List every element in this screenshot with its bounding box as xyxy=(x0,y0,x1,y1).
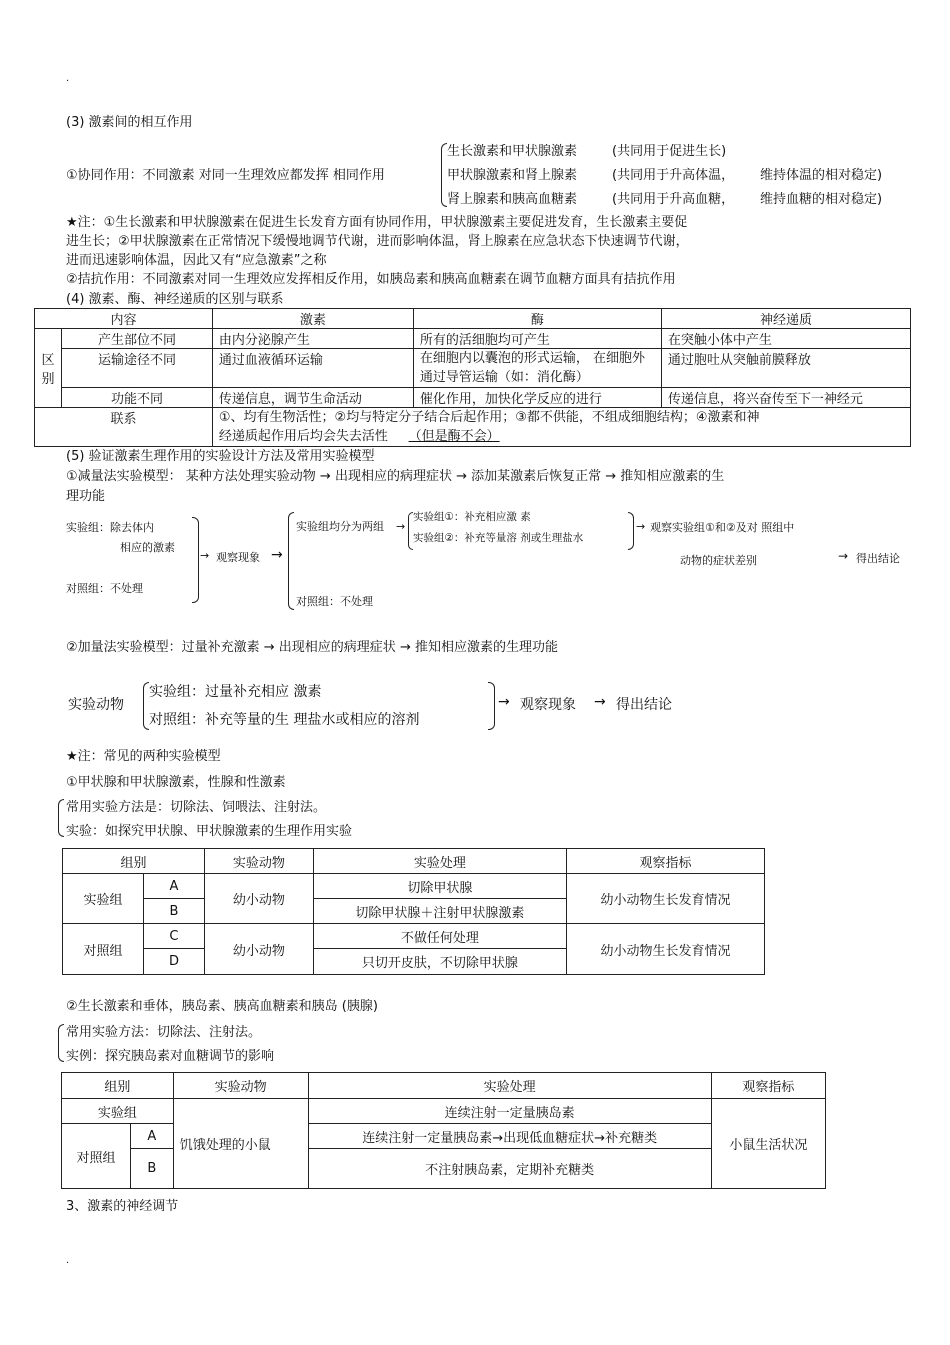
d1-arrow-1: → xyxy=(200,549,210,562)
insulin-experiment-table xyxy=(61,1072,826,1189)
note-line-3: 进而迅速影响体温，因此又有“应急激素”之称 xyxy=(66,253,327,268)
model-2-exp: 实例：探究胰岛素对血糖调节的影响 xyxy=(66,1049,275,1064)
t1-ctrl-group: 对照组 xyxy=(63,924,144,975)
d1-group-2: 实验组②：补充等量溶 剂或生理盐水 xyxy=(413,532,584,544)
d1-exp-b: 相应的激素 xyxy=(120,541,175,554)
d2-brace-right xyxy=(488,682,495,730)
t2-id: A xyxy=(131,1124,174,1149)
model-1-brace xyxy=(58,799,64,837)
t1-treat: 不做任何处理 xyxy=(313,924,566,949)
d2-exp: 实验组：过量补充相应 激素 xyxy=(149,684,322,700)
d2-arrow-2: → xyxy=(594,694,606,710)
t1-treat: 切除甲状腺 xyxy=(313,874,566,899)
t2-index: 小鼠生活状况 xyxy=(711,1099,825,1189)
d1-ctrl: 对照组：不处理 xyxy=(66,582,143,595)
t2-col-index: 观察指标 xyxy=(711,1073,825,1099)
t1-col-treat: 实验处理 xyxy=(313,849,566,874)
d1-brace-1 xyxy=(192,517,199,603)
synergy-item-1-note: (共同用于促进生长) xyxy=(612,144,727,159)
table-cell: 由内分泌腺产生 xyxy=(212,329,413,349)
synergy-item-2-note: (共同用于升高体温， xyxy=(612,168,735,183)
link-cell xyxy=(212,408,910,447)
t1-id: B xyxy=(144,899,205,924)
models-note: ★注：常见的两种实验模型 xyxy=(66,749,221,764)
d2-conclude: 得出结论 xyxy=(616,697,672,713)
model-2-brace xyxy=(58,1024,64,1062)
d2-ctrl: 对照组：补充等量的生 理盐水或相应的溶剂 xyxy=(149,712,420,728)
col-neurotransmitter: 神经递质 xyxy=(661,309,910,329)
t2-ctrl-group: 对照组 xyxy=(62,1124,131,1189)
t1-col-index: 观察指标 xyxy=(566,849,764,874)
link-text-1: ①、均有生物活性；②均与特定分子结合后起作用；③都不供能，不组成细胞结构；④激素和神 xyxy=(218,410,760,425)
section-3-heading: (3) 激素间的相互作用 xyxy=(66,115,193,130)
t1-animal: 幼小动物 xyxy=(204,874,313,924)
synergy-item-3: 肾上腺素和胰高血糖素 xyxy=(447,192,578,207)
d1-arrow-2: → xyxy=(271,547,283,563)
col-content: 内容 xyxy=(35,309,213,329)
t1-col-animal: 实验动物 xyxy=(204,849,313,874)
subtraction-model-line-2: 理功能 xyxy=(66,489,106,504)
row-label: 运输途径不同 xyxy=(62,349,213,388)
t1-id: A xyxy=(144,874,205,899)
t2-col-treat: 实验处理 xyxy=(308,1073,711,1099)
d2-animal: 实验动物 xyxy=(68,697,124,713)
t1-id: C xyxy=(144,924,205,949)
t1-treat: 只切开皮肤，不切除甲状腺 xyxy=(313,949,566,975)
synergy-item-2: 甲状腺激素和肾上腺素 xyxy=(447,168,578,183)
col-hormone: 激素 xyxy=(212,309,413,329)
synergy-item-3-note2: 维持血糖的相对稳定) xyxy=(760,192,883,207)
subtraction-model-line-1: ①减量法实验模型： 某种方法处理实验动物 → 出现相应的病理症状 → 添加某激素后恢复正常 → 推知相应激素的生 xyxy=(66,469,725,484)
d2-observe: 观察现象 xyxy=(520,697,576,713)
t1-animal: 幼小动物 xyxy=(204,924,313,975)
d1-compare-b: 动物的症状差别 xyxy=(680,554,757,567)
antagonism-line: ②拮抗作用：不同激素对同一生理效应发挥相反作用，如胰岛素和胰高血糖素在调节血糖方面具有拮抗作用 xyxy=(66,272,676,287)
t2-id: B xyxy=(131,1149,174,1189)
d1-arrow-3: → xyxy=(396,520,406,533)
table-cell: 所有的活细胞均可产生 xyxy=(413,329,661,349)
d1-brace-4 xyxy=(628,512,634,550)
d1-brace-2 xyxy=(288,512,294,610)
link-text-2a: 经递质起作用后均会失去活性 xyxy=(218,429,388,444)
note-line-2: 进生长；②甲状腺激素在正常情况下缓慢地调节代谢，进而影响体温，肾上腺素在应急状态下快速调节代谢， xyxy=(66,234,689,249)
t2-treat: 连续注射一定量胰岛素→出现低血糖症状→补充糖类 xyxy=(308,1124,711,1149)
d2-arrow-1: → xyxy=(498,694,510,710)
t2-exp-group: 实验组 xyxy=(62,1099,174,1124)
table-cell: 传递信息，调节生命活动 xyxy=(212,388,413,408)
model-1-method: 常用实验方法是：切除法、饲喂法、注射法。 xyxy=(66,800,327,815)
synergy-item-3-note: (共同用于升高血糖， xyxy=(612,192,735,207)
t1-col-group: 组别 xyxy=(63,849,205,874)
d1-group-1: 实验组①：补充相应激 素 xyxy=(413,511,531,523)
section-5-heading: (5) 验证激素生理作用的实验设计方法及常用实验模型 xyxy=(66,449,375,464)
t2-treat: 不注射胰岛素，定期补充糖类 xyxy=(308,1149,711,1189)
d1-arrow-4: → xyxy=(636,520,646,533)
model-1-exp: 实验：如探究甲状腺、甲状腺激素的生理作用实验 xyxy=(66,824,353,839)
model-1-heading: ①甲状腺和甲状腺激素，性腺和性激素 xyxy=(66,775,286,790)
t2-animal: 饥饿处理的小鼠 xyxy=(173,1099,308,1189)
model-2-heading: ②生长激素和垂体，胰岛素、胰高血糖素和胰岛 (胰腺) xyxy=(66,999,378,1014)
row-label: 功能不同 xyxy=(62,388,213,408)
link-text-2 xyxy=(219,427,904,446)
page-dot-bottom: · xyxy=(66,1258,70,1269)
table-cell: 传递信息，将兴奋传至下一神经元 xyxy=(661,388,910,408)
t2-col-group: 组别 xyxy=(62,1073,174,1099)
synergy-label: ①协同作用：不同激素 对同一生理效应都发挥 相同作用 xyxy=(66,168,385,183)
d1-compare-a: 观察实验组①和②及对 照组中 xyxy=(650,521,795,534)
t2-col-animal: 实验动物 xyxy=(173,1073,308,1099)
hormone-enzyme-table xyxy=(34,308,911,447)
table-cell: 在突触小体中产生 xyxy=(661,329,910,349)
diff-label: 区别 xyxy=(35,329,62,408)
d1-exp-a: 实验组：除去体内 xyxy=(66,521,154,534)
d1-ctrl2: 对照组：不处理 xyxy=(296,595,373,608)
d1-arrow-5: → xyxy=(838,549,849,563)
section-6-heading: 3、激素的神经调节 xyxy=(66,1199,179,1214)
link-label: 联系 xyxy=(35,408,213,447)
t1-treat: 切除甲状腺＋注射甲状腺激素 xyxy=(313,899,566,924)
section-4-heading: (4) 激素、酶、神经递质的区别与联系 xyxy=(66,292,284,307)
link-text-3: （但是酶不会） xyxy=(408,429,500,444)
model-2-method: 常用实验方法：切除法、注射法。 xyxy=(66,1025,262,1040)
t1-exp-group: 实验组 xyxy=(63,874,144,924)
d1-observe: 观察现象 xyxy=(216,551,260,564)
table-cell: 催化作用，加快化学反应的进行 xyxy=(413,388,661,408)
table-cell: 通过血液循环运输 xyxy=(212,349,413,388)
d1-conclude: 得出结论 xyxy=(856,552,900,565)
t1-index: 幼小动物生长发育情况 xyxy=(566,924,764,975)
t2-treat: 连续注射一定量胰岛素 xyxy=(308,1099,711,1124)
t1-index: 幼小动物生长发育情况 xyxy=(566,874,764,924)
synergy-item-2-note2: 维持体温的相对稳定) xyxy=(760,168,883,183)
t1-id: D xyxy=(144,949,205,975)
page-dot-top: · xyxy=(66,76,70,87)
thyroid-experiment-table xyxy=(62,848,765,975)
addition-model-line: ②加量法实验模型：过量补充激素 → 出现相应的病理症状 → 推知相应激素的生理功能 xyxy=(66,640,558,655)
note-line-1: ★注：①生长激素和甲状腺激素在促进生长发育方面有协同作用，甲状腺激素主要促进发育，生长激素主要促 xyxy=(66,215,688,230)
table-cell: 在细胞内以囊泡的形式运输， 在细胞外通过导管运输（如：消化酶） xyxy=(413,349,661,388)
table-cell: 通过胞吐从突触前膜释放 xyxy=(661,349,910,388)
col-enzyme: 酶 xyxy=(413,309,661,329)
synergy-item-1: 生长激素和甲状腺激素 xyxy=(447,144,578,159)
d1-split: 实验组均分为两组 xyxy=(296,520,384,533)
row-label: 产生部位不同 xyxy=(62,329,213,349)
